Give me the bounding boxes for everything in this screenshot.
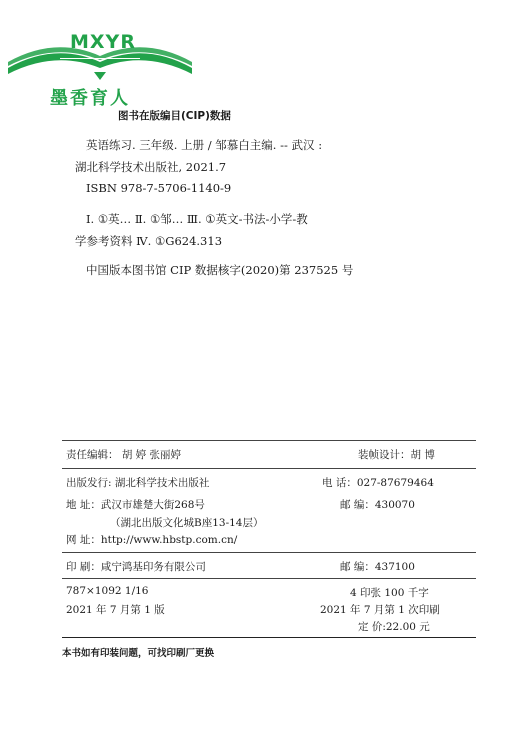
publisher-postcode: 邮 编：430070 [340, 499, 415, 511]
cip-title: 图书在版编目(CIP)数据 [118, 110, 231, 122]
printer-postcode: 邮 编：437100 [340, 561, 415, 573]
book-edition: 2021 年 7 月第 1 版 [66, 604, 165, 616]
divider [62, 552, 476, 553]
cip-line-1: 英语练习. 三年级. 上册 / 邹慕白主编. -- 武汉 : [86, 138, 323, 152]
book-price: 定 价:22.00 元 [358, 621, 430, 633]
divider [62, 637, 476, 638]
divider [62, 578, 476, 579]
divider [62, 468, 476, 469]
publisher-logo [0, 0, 210, 110]
responsible-editors: 责任编辑： 胡 婷 张丽婷 [66, 449, 182, 461]
cip-line-3: ISBN 978-7-5706-1140-9 [86, 181, 232, 195]
publisher-website: 网 址：http://www.hbstp.com.cn/ [66, 534, 238, 546]
publisher-address-detail: （湖北出版文化城B座13-14层） [110, 517, 264, 529]
cip-line-2: 湖北科学技术出版社, 2021.7 [75, 160, 227, 174]
logo-brand-en: MXYR [70, 31, 136, 53]
printer: 印 刷：咸宁鸿基印务有限公司 [66, 561, 206, 573]
cip-classification-2: 学参考资料 Ⅳ. ①G624.313 [75, 234, 223, 248]
cip-classification-1: Ⅰ. ①英… Ⅱ. ①邹… Ⅲ. ①英文-书法-小学-教 [86, 212, 308, 226]
publisher-line: 出版发行: 湖北科学技术出版社 [66, 477, 210, 489]
book-print-run: 2021 年 7 月第 1 次印刷 [320, 604, 440, 616]
publisher-address: 地 址：武汉市雄楚大街268号 [66, 499, 205, 511]
divider [62, 440, 476, 441]
book-format: 787×1092 1/16 [66, 585, 149, 597]
book-sheets: 4 印张 100 千字 [350, 587, 429, 599]
publisher-phone: 电 话：027-87679464 [322, 477, 434, 489]
logo-brand-cn: 墨香育人 [50, 88, 130, 109]
cover-designer: 装帧设计：胡 博 [358, 449, 435, 461]
print-defect-notice: 本书如有印装问题，可找印刷厂更换 [62, 648, 215, 659]
cip-library-note: 中国版本图书馆 CIP 数据核字(2020)第 237525 号 [86, 263, 354, 277]
